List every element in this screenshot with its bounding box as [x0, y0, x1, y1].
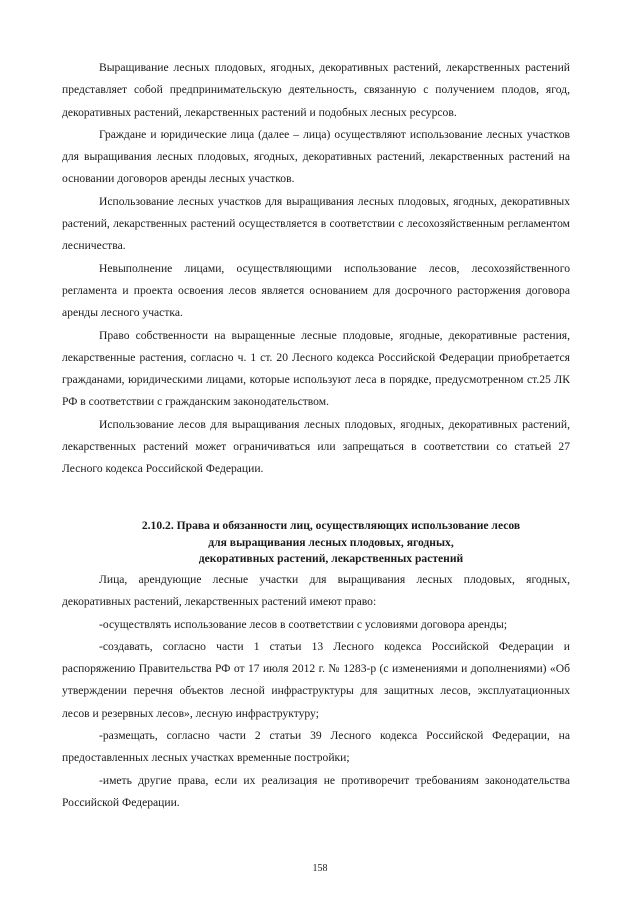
paragraph: Лица, арендующие лесные участки для выращивания лесных плодовых, ягодных, декоративных растений, лекарственных растений имеют право:	[62, 573, 570, 609]
section-heading-line: для выращивания лесных плодовых, ягодных,	[208, 535, 454, 549]
paragraph: Право собственности на выращенные лесные плодовые, ягодные, декоративные растения, лекарственные растения, согласно ч. 1 ст. 20 Лесного кодекса Российской Федерации приобретается гражданами, юридическими лицами, которые используют леса в порядке, предусмотренном ст.25 ЛК РФ в соответствии с гражданским законодательством.	[62, 328, 570, 409]
paragraph: Использование лесов для выращивания лесных плодовых, ягодных, декоративных растений, лекарственных растений может ограничиваться или запрещаться в соответствии со статьей 27 Лесного кодекса Российской Федерации.	[62, 417, 570, 476]
section-heading-line: декоративных растений, лекарственных растений	[198, 552, 464, 566]
section-heading	[62, 518, 570, 568]
page-number: 158	[312, 863, 328, 874]
list-item: -создавать, согласно части 1 статьи 13 Лесного кодекса Российской Федерации и распоряжению Правительства РФ от 17 июля 2012 г. № 1283-р (с изменениями и дополнениями) «Об утверждении перечня объектов лесной инфраструктуры для защитных лесов, эксплуатационных лесов и резервных лесов», лесную инфраструктуру;	[62, 639, 570, 720]
paragraph: Граждане и юридические лица (далее – лица) осуществляют использование лесных участков для выращивания лесных плодовых, ягодных, декоративных растений, лекарственных растений на основании договоров аренды лесных участков.	[62, 127, 570, 186]
section-heading-line: 2.10.2. Права и обязанности лиц, осуществляющих использование лесов	[141, 519, 521, 532]
paragraph: Использование лесных участков для выращивания лесных плодовых, ягодных, декоративных растений, лекарственных растений осуществляется в соответствии с лесохозяйственным регламентом лесничества.	[62, 194, 570, 253]
list-item: -размещать, согласно части 2 статьи 39 Лесного кодекса Российской Федерации, на предоставленных лесных участках временные постройки;	[62, 729, 570, 765]
paragraph: Невыполнение лицами, осуществляющими использование лесов, лесохозяйственного регламента и проекта освоения лесов является основанием для досрочного расторжения договора аренды лесного участка.	[62, 261, 570, 320]
paragraph: Выращивание лесных плодовых, ягодных, декоративных растений, лекарственных растений представляет собой предпринимательскую деятельность, связанную с получением плодов, ягод, декоративных растений, лекарственных растений и подобных лесных ресурсов.	[62, 61, 570, 119]
list-item: -иметь другие права, если их реализация не противоречит требованиям законодательства Российской Федерации.	[62, 773, 570, 809]
section-text	[62, 569, 570, 814]
list-item: -осуществлять использование лесов в соответствии с условиями договора аренды;	[99, 617, 508, 631]
body-text	[62, 57, 570, 481]
